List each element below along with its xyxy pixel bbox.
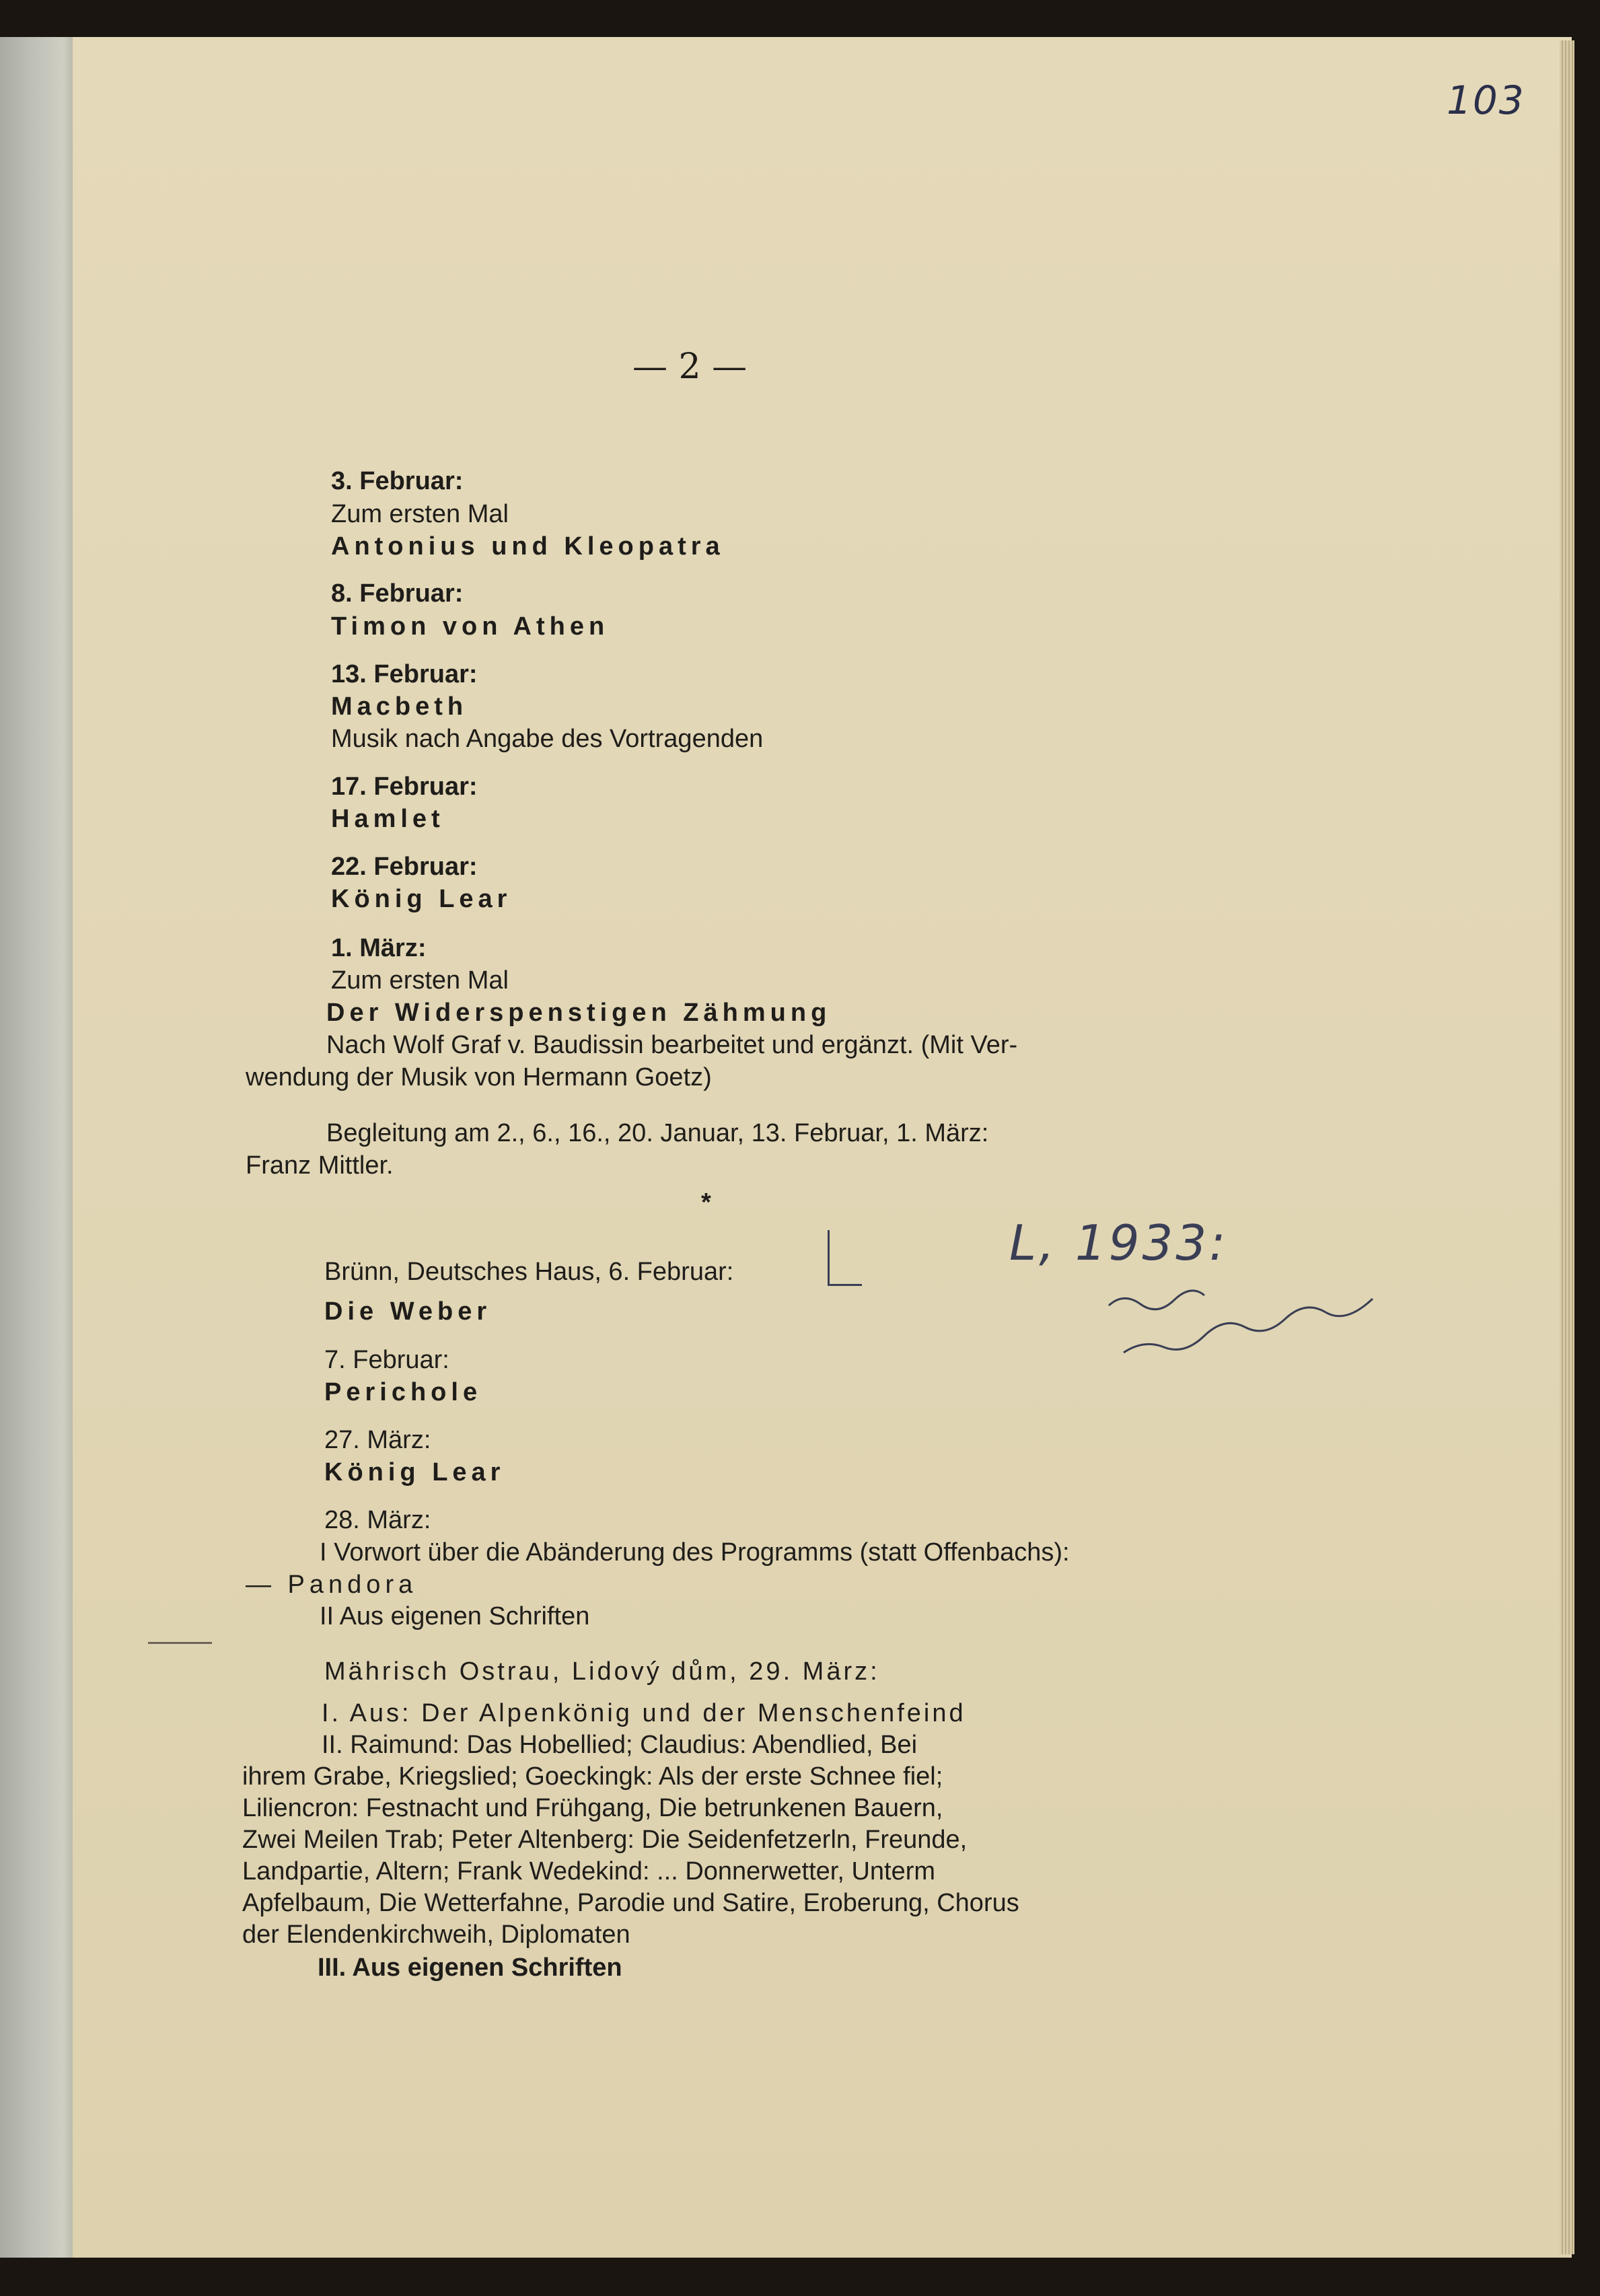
program-line: I Vorwort über die Abänderung des Programms (statt Offenbachs): — [320, 1538, 1070, 1567]
entry-work: Perichole — [324, 1378, 482, 1406]
margin-mark — [148, 1642, 212, 1644]
program-line: ihrem Grabe, Kriegslied; Goeckingk: Als der erste Schnee fiel; — [242, 1762, 943, 1791]
program-line: Apfelbaum, Die Wetterfahne, Parodie und Satire, Eroberung, Chorus — [242, 1889, 1019, 1917]
entry-date: 3. Februar: — [331, 467, 464, 495]
page-number-heading: — 2 — — [632, 347, 748, 387]
entry-note: Musik nach Angabe des Vortragenden — [331, 725, 764, 753]
entry-note: Nach Wolf Graf v. Baudissin bearbeitet und ergänzt. (Mit Ver- — [326, 1031, 1018, 1059]
entry-work: Macbeth — [331, 692, 468, 721]
program-line: II. Raimund: Das Hobellied; Claudius: Abendlied, Bei — [322, 1731, 918, 1759]
program-line: — Pandora — [246, 1571, 418, 1599]
program-line: I. Aus: Der Alpenkönig und der Menschenfeind — [322, 1699, 966, 1727]
entry-work: Timon von Athen — [331, 612, 610, 641]
entry-work: Hamlet — [331, 805, 445, 833]
entry-work: Der Widerspenstigen Zähmung — [326, 999, 832, 1027]
entry-date: 7. Februar: — [324, 1346, 449, 1374]
entry-first-performance: Zum ersten Mal — [331, 966, 509, 995]
program-line: II Aus eigenen Schriften — [320, 1602, 590, 1630]
entry-date: 1. März: — [331, 934, 427, 962]
handwritten-scribble — [1103, 1272, 1386, 1373]
entry-work: Die Weber — [324, 1297, 492, 1326]
page-edges — [1560, 40, 1574, 2254]
program-line: III. Aus eigenen Schriften — [318, 1953, 622, 1982]
entry-date: 22. Februar: — [331, 853, 478, 881]
entry-work: Antonius und Kleopatra — [331, 532, 725, 561]
program-line: Landpartie, Altern; Frank Wedekind: ... Donnerwetter, Unterm — [242, 1857, 936, 1886]
bottom-strip — [0, 2258, 1600, 2296]
accompaniment-line: Begleitung am 2., 6., 16., 20. Januar, 13. Februar, 1. März: — [326, 1119, 989, 1147]
entry-date: 8. Februar: — [331, 579, 464, 608]
section-separator: * — [701, 1188, 711, 1217]
program-line: Zwei Meilen Trab; Peter Altenberg: Die Seidenfetzerln, Freunde, — [242, 1826, 968, 1854]
entry-date: 27. März: — [324, 1426, 431, 1454]
venue-heading: Brünn, Deutsches Haus, 6. Februar: — [324, 1258, 734, 1286]
entry-work: König Lear — [331, 885, 512, 913]
venue-heading: Mährisch Ostrau, Lidový dům, 29. März: — [324, 1657, 880, 1686]
folio-number: 103 — [1447, 77, 1525, 123]
left-board — [0, 37, 74, 2258]
entry-date: 28. März: — [324, 1506, 431, 1534]
program-line: Liliencron: Festnacht und Frühgang, Die betrunkenen Bauern, — [242, 1794, 943, 1822]
handwritten-date-note: L, 1933: — [1009, 1215, 1229, 1271]
entry-first-performance: Zum ersten Mal — [331, 500, 509, 528]
handwritten-bracket-mark — [828, 1230, 862, 1286]
entry-date: 17. Februar: — [331, 773, 478, 801]
accompaniment-name: Franz Mittler. — [246, 1151, 394, 1180]
entry-note: wendung der Musik von Hermann Goetz) — [246, 1063, 712, 1091]
program-line: der Elendenkirchweih, Diplomaten — [242, 1921, 630, 1949]
entry-date: 13. Februar: — [331, 660, 478, 688]
entry-work: König Lear — [324, 1458, 505, 1486]
